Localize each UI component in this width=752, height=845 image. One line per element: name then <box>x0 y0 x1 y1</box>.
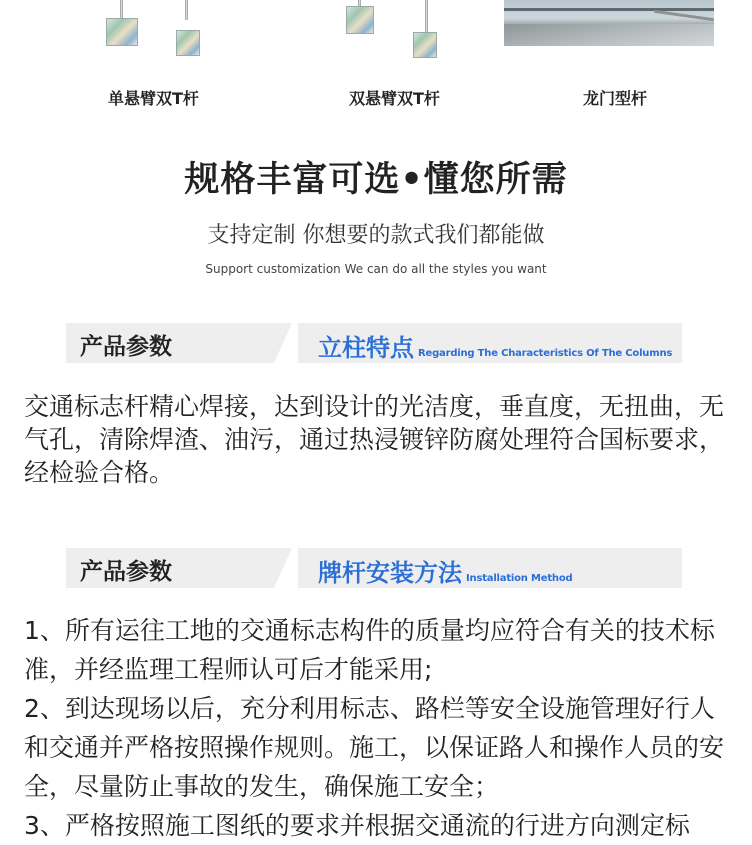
product-caption-3: 龙门型杆 <box>583 89 648 108</box>
list-item: 2、到达现场以后，充分利用标志、路栏等安全设施管理好行人和交通并严格按照操作规则。施工，以保证路人和操作人员的安全，尽量防止事故的发生，确保施工安全； <box>24 694 725 801</box>
product-caption-2: 双悬臂双T杆 <box>349 89 440 108</box>
section-title-cn: 立柱特点 <box>318 334 414 362</box>
installation-steps <box>24 611 736 845</box>
section-title-cn: 牌杆安装方法 <box>318 559 462 587</box>
section-title <box>318 328 672 363</box>
section-left-label: 产品参数 <box>80 334 172 360</box>
section-left-label: 产品参数 <box>80 559 172 585</box>
product-image-gantry-photo <box>504 0 714 46</box>
headline-subtitle-en: Support customization We can do all the styles you want <box>205 262 547 276</box>
section-title-en: Regarding The Characteristics Of The Columns <box>418 348 673 359</box>
list-item: 1、所有运往工地的交通标志构件的质量均应符合有关的技术标准，并经监理工程师认可后才能采用; <box>24 616 715 684</box>
columns-description: 交通标志杆精心焊接，达到设计的光洁度，垂直度，无扭曲，无气孔，清除焊渣、油污，通过热浸镀锌防腐处理符合国标要求，经检验合格。 <box>24 392 725 487</box>
product-caption-1: 单悬臂双T杆 <box>108 89 199 108</box>
headline-subtitle-cn: 支持定制 你想要的款式我们都能做 <box>207 223 545 248</box>
headline-title: 规格丰富可选•懂您所需 <box>184 160 568 200</box>
section-title-en: Installation Method <box>466 573 573 584</box>
section-header-installation <box>66 548 682 588</box>
section-title <box>318 553 572 588</box>
section-header-columns <box>66 323 682 363</box>
list-item: 3、严格按照施工图纸的要求并根据交通流的行进方向测定标 <box>24 811 690 840</box>
